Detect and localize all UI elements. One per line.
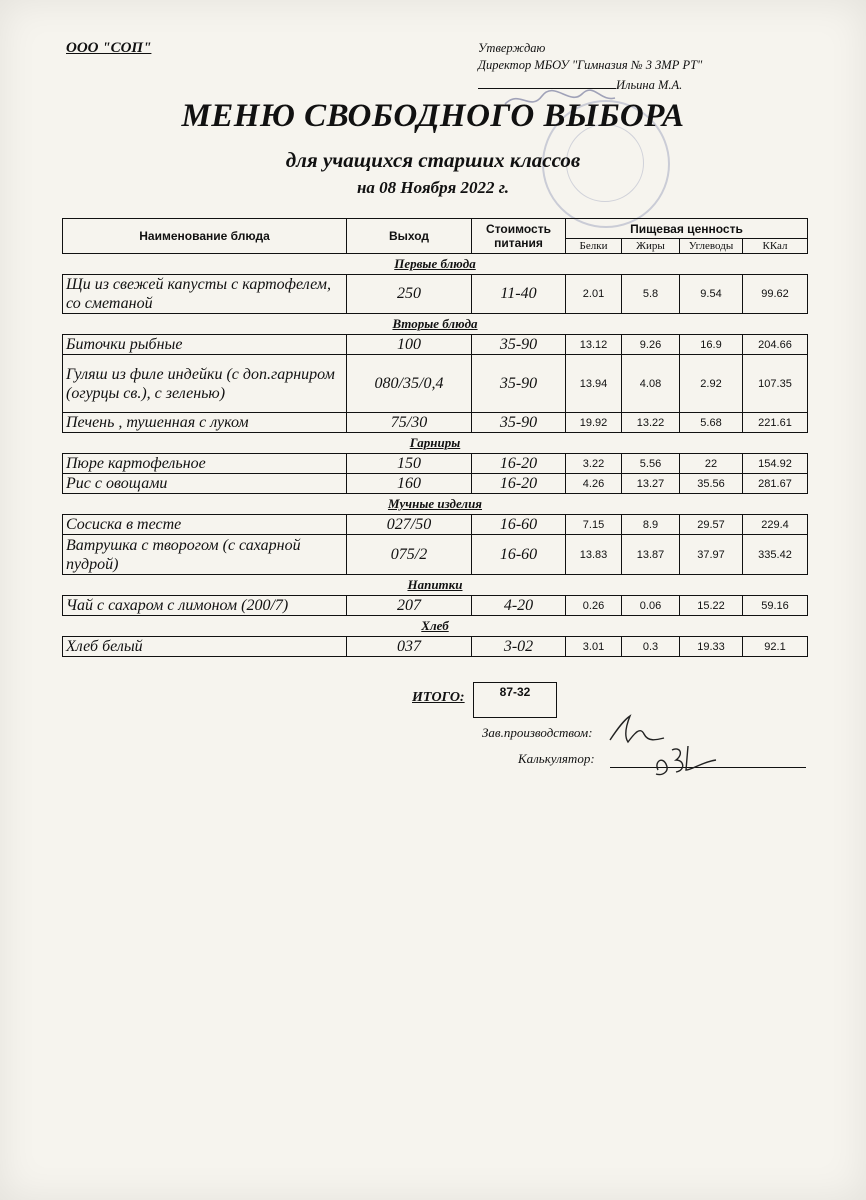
dish-cost: 11-40	[472, 275, 566, 314]
dish-fat: 13.87	[622, 535, 680, 575]
dish-protein: 13.94	[566, 355, 622, 413]
dish-name: Сосиска в тесте	[63, 515, 347, 535]
section-title: Напитки	[407, 577, 463, 592]
dish-fat: 4.08	[622, 355, 680, 413]
dish-cost: 4-20	[472, 596, 566, 616]
dish-cost: 3-02	[472, 637, 566, 657]
total-value: 87-32	[473, 682, 557, 718]
dish-cost: 16-60	[472, 515, 566, 535]
section-title: Хлеб	[421, 618, 449, 633]
organization-name: ООО "СОП"	[66, 40, 152, 56]
header-nutrition: Пищевая ценность	[566, 219, 808, 239]
dish-output: 150	[347, 454, 472, 474]
dish-carbs: 2.92	[680, 355, 743, 413]
table-row	[63, 275, 808, 314]
dish-carbs: 15.22	[680, 596, 743, 616]
dish-cost: 16-20	[472, 454, 566, 474]
table-row	[63, 454, 808, 474]
dish-name: Биточки рыбные	[63, 335, 347, 355]
dish-output: 100	[347, 335, 472, 355]
total-label: ИТОГО:	[412, 690, 465, 705]
dish-protein: 13.83	[566, 535, 622, 575]
header-carbs: Углеводы	[680, 239, 743, 254]
dish-fat: 13.27	[622, 474, 680, 494]
table-row	[63, 637, 808, 657]
dish-output: 080/35/0,4	[347, 355, 472, 413]
dish-name: Хлеб белый	[63, 637, 347, 657]
dish-fat: 0.3	[622, 637, 680, 657]
dish-cost: 35-90	[472, 413, 566, 433]
dish-name: Рис с овощами	[63, 474, 347, 494]
menu-table	[62, 218, 808, 657]
header-output: Выход	[347, 219, 472, 254]
dish-protein: 4.26	[566, 474, 622, 494]
menu-title: МЕНЮ СВОБОДНОГО ВЫБОРА	[181, 98, 685, 134]
table-row	[63, 596, 808, 616]
dish-name: Чай с сахаром с лимоном (200/7)	[63, 596, 347, 616]
table-row	[63, 474, 808, 494]
dish-output: 250	[347, 275, 472, 314]
approval-position: Директор МБОУ "Гимназия № 3 ЗМР РТ"	[478, 58, 703, 72]
dish-fat: 13.22	[622, 413, 680, 433]
table-row	[63, 355, 808, 413]
dish-output: 160	[347, 474, 472, 494]
dish-protein: 0.26	[566, 596, 622, 616]
menu-subtitle: для учащихся старших классов	[285, 148, 581, 172]
production-manager-label: Зав.производством:	[482, 725, 593, 740]
dish-protein: 3.22	[566, 454, 622, 474]
dish-output: 207	[347, 596, 472, 616]
dish-name: Пюре картофельное	[63, 454, 347, 474]
dish-carbs: 29.57	[680, 515, 743, 535]
dish-cost: 35-90	[472, 355, 566, 413]
dish-protein: 13.12	[566, 335, 622, 355]
dish-cost: 16-20	[472, 474, 566, 494]
dish-fat: 0.06	[622, 596, 680, 616]
dish-kcal: 229.4	[743, 515, 808, 535]
approval-heading: Утверждаю	[478, 41, 546, 55]
dish-cost: 16-60	[472, 535, 566, 575]
dish-kcal: 107.35	[743, 355, 808, 413]
dish-name: Печень , тушенная с луком	[63, 413, 347, 433]
header-dish-name: Наименование блюда	[63, 219, 347, 254]
dish-output: 075/2	[347, 535, 472, 575]
dish-fat: 5.56	[622, 454, 680, 474]
section-title: Первые блюда	[394, 256, 476, 271]
dish-carbs: 5.68	[680, 413, 743, 433]
section-title: Мучные изделия	[387, 496, 483, 511]
dish-name: Ватрушка с творогом (с сахарной пудрой)	[63, 535, 347, 575]
dish-kcal: 204.66	[743, 335, 808, 355]
header-protein: Белки	[566, 239, 622, 254]
dish-output: 037	[347, 637, 472, 657]
table-row	[63, 335, 808, 355]
table-row	[63, 535, 808, 575]
dish-carbs: 37.97	[680, 535, 743, 575]
dish-fat: 8.9	[622, 515, 680, 535]
dish-carbs: 22	[680, 454, 743, 474]
approval-name: Ильина М.А.	[616, 78, 683, 92]
dish-kcal: 335.42	[743, 535, 808, 575]
dish-kcal: 59.16	[743, 596, 808, 616]
dish-carbs: 19.33	[680, 637, 743, 657]
menu-date: на 08 Ноября 2022 г.	[356, 178, 509, 197]
dish-kcal: 281.67	[743, 474, 808, 494]
dish-protein: 7.15	[566, 515, 622, 535]
dish-carbs: 35.56	[680, 474, 743, 494]
section-title: Гарниры	[409, 435, 461, 450]
calculator-signature	[650, 740, 720, 780]
dish-carbs: 9.54	[680, 275, 743, 314]
dish-name: Гуляш из филе индейки (с доп.гарниром (огурцы св.), с зеленью)	[63, 355, 347, 413]
dish-output: 027/50	[347, 515, 472, 535]
section-title: Вторые блюда	[392, 316, 478, 331]
dish-name: Щи из свежей капусты с картофелем, со сметаной	[63, 275, 347, 314]
dish-kcal: 99.62	[743, 275, 808, 314]
header-cost: Стоимость питания	[472, 219, 566, 254]
calculator-label: Калькулятор:	[518, 751, 595, 766]
dish-fat: 5.8	[622, 275, 680, 314]
dish-output: 75/30	[347, 413, 472, 433]
table-row	[63, 413, 808, 433]
header-fat: Жиры	[622, 239, 680, 254]
table-row	[63, 515, 808, 535]
header-kcal: ККал	[743, 239, 808, 254]
dish-cost: 35-90	[472, 335, 566, 355]
dish-protein: 2.01	[566, 275, 622, 314]
dish-protein: 3.01	[566, 637, 622, 657]
dish-protein: 19.92	[566, 413, 622, 433]
dish-fat: 9.26	[622, 335, 680, 355]
dish-kcal: 92.1	[743, 637, 808, 657]
dish-carbs: 16.9	[680, 335, 743, 355]
dish-kcal: 221.61	[743, 413, 808, 433]
dish-kcal: 154.92	[743, 454, 808, 474]
